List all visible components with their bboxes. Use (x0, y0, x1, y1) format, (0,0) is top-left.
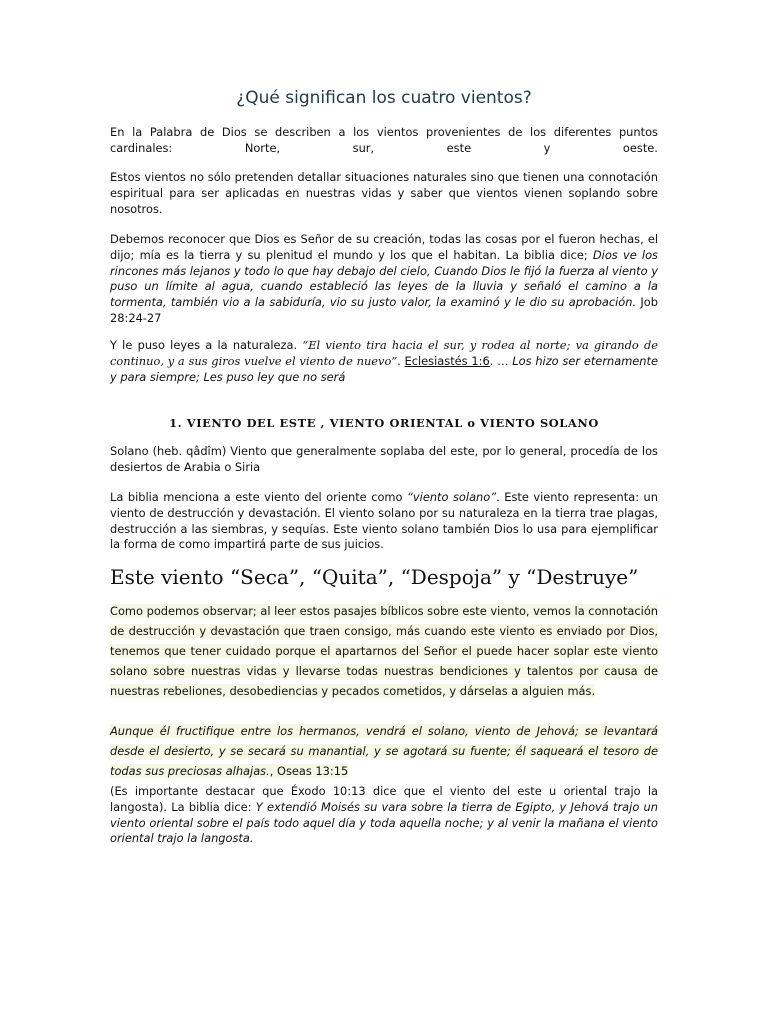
creation-text: Debemos reconocer que Dios es Señor de su creación, todas las cosas por el fueron hechas, el dijo; mía es la tierra y su plenitud el mundo y los que el habitan. La biblia dice; (110, 232, 658, 262)
paragraph-exodo (110, 784, 658, 847)
oseas-reference: , Oseas 13:15 (269, 764, 349, 778)
oseas-quote: Aunque él fructifique entre los hermanos, vendrá el solano, viento de Jehová; se levantará desde el desierto, y se secará su manantial, y se agotará su fuente; él saqueará el tesoro de todas sus preciosas alhajas. (110, 724, 658, 778)
cardinal-points-line (110, 141, 658, 157)
heading-seca-quita: Este viento “Seca”, “Quita”, “Despoja” y “Destruye” (110, 565, 639, 589)
laws-text: Y le puso leyes a la naturaleza. (110, 338, 303, 352)
laws-dot: . (489, 353, 494, 368)
page-title: ¿Qué significan los cuatro vientos? (236, 88, 532, 108)
word-norte: Norte, (244, 140, 281, 155)
creation-reference: Job 28:24-27 (110, 295, 658, 325)
word-y: y (543, 140, 551, 155)
exodo-text: (Es importante destacar que Éxodo 10:13 dice que el viento del este u oriental trajo la langosta). La biblia dice: (110, 784, 658, 814)
solano-quote: “viento solano” (407, 490, 497, 504)
laws-ellipsis: … (493, 353, 513, 368)
paragraph-intro-line1: En la Palabra de Dios se describen a los vientos provenientes de los diferentes puntos (110, 125, 658, 139)
paragraph-spiritual: Estos vientos no sólo pretenden detallar situaciones naturales sino que tienen una connotación espiritual para ser aplicadas en nuestras vidas y saber que vientos vienen soplando sobre nosotros. (110, 170, 658, 216)
paragraph-solano-bible (110, 490, 658, 553)
destruction-text: Como podemos observar; al leer estos pasajes bíblicos sobre este viento, vemos la connotación de destrucción y devastación que traen consigo, más cuando este viento es enviado por Dios, tenemos que tener cuidado porque el apartarnos del Señor el puede hacer soplar este viento solano sobre nuestras vidas y llevarse todas nuestras bendiciones y talentos por causa de nuestras rebeliones, desobediencias y pecados cometidos, y dárselas a alguien más. (110, 604, 659, 698)
word-sur: sur, (352, 140, 375, 155)
paragraph-solano-definition: Solano (heb. qâdîm) Viento que generalmente soplaba del este, por lo general, procedía de los desiertos de Arabia o Siria (110, 444, 658, 474)
section-heading-east-wind: 1. VIENTO DEL ESTE , VIENTO ORIENTAL o VIENTO SOLANO (169, 416, 599, 430)
creation-quote: Dios ve los rincones más lejanos y todo lo que hay debajo del cielo, Cuando Dios le fijó la fuerza al viento y puso un límite al agua, cuando estableció las leyes de la lluvia y señaló el camino a la tormenta, también vio a la sabiduría, vio su justo valor, la examinó y le dio su aprobación. (110, 247, 658, 310)
paragraph-intro (110, 125, 658, 157)
laws-italic: Los hizo ser eternamente y para siempre; Les puso ley que no será (110, 353, 658, 384)
paragraph-destruction (110, 601, 658, 701)
exodo-quote: Y extendió Moisés su vara sobre la tierra de Egipto, y Jehová trajo un viento oriental sobre el país todo aquel día y toda aquella noche; y al venir la mañana el viento oriental trajo la langosta. (110, 799, 658, 846)
solano-text-2: . Este viento representa: un viento de destrucción y devastación. El viento solano por su naturaleza en la tierra trae plagas, destrucción a las siembras, y sequías. Este viento solano también Dios lo usa para ejemplificar la forma de como impartirá parte de sus juicios. (110, 490, 658, 552)
eclesiastes-link[interactable]: Eclesiastés 1:6 (404, 353, 490, 368)
paragraph-creation (110, 232, 658, 327)
word-cardinales: cardinales: (110, 140, 173, 155)
word-este: este (446, 140, 472, 155)
paragraph-laws (110, 338, 658, 385)
word-oeste: oeste. (622, 140, 658, 155)
paragraph-oseas (110, 721, 658, 781)
solano-text-1: La biblia menciona a este viento del oriente como (110, 490, 408, 504)
laws-quote: “El viento tira hacia el sur, y rodea al norte; va girando de continuo, y a sus giros vuelve el viento de nuevo”. (110, 338, 658, 368)
